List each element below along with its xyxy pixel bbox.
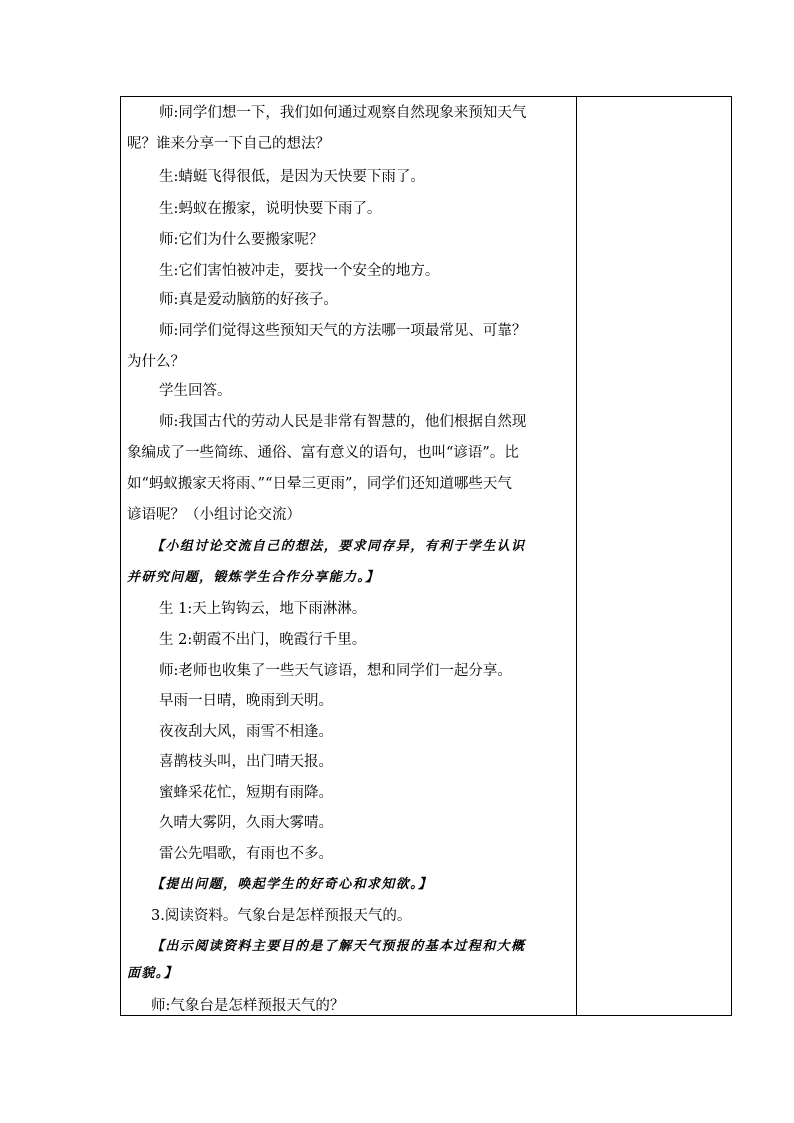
teaching-note: 【提出问题，唤起学生的好奇心和求知欲。】 xyxy=(151,877,433,892)
text-line: 师:它们为什么要搬家呢？ xyxy=(159,232,324,248)
text-line: 3.阅读资料。气象台是怎样预报天气的。 xyxy=(151,908,412,924)
text-line: 为什么？ xyxy=(127,354,185,370)
text-line: 学生回答。 xyxy=(159,383,232,399)
text-line: 生 2:朝霞不出门，晚霞行千里。 xyxy=(159,632,367,648)
proverb-line: 夜夜刮大风，雨雪不相逢。 xyxy=(159,724,333,740)
text-line: 师:气象台是怎样预报天气的？ xyxy=(151,998,345,1014)
teaching-note: 并研究问题，锻炼学生合作分享能力。】 xyxy=(127,570,380,585)
text-line: 谚语呢？（小组讨论交流） xyxy=(127,507,301,523)
text-line: 象编成了一些简练、通俗、富有意义的语句，也叫“谚语”。比 xyxy=(127,445,519,461)
text-line: 生:蚂蚁在搬家，说明快要下雨了。 xyxy=(159,201,382,217)
teaching-note: 面貌。】 xyxy=(127,966,179,981)
teaching-note: 【出示阅读资料主要目的是了解天气预报的基本过程和大概 xyxy=(151,939,526,954)
lesson-table xyxy=(120,96,732,1016)
text-line: 师:我国古代的劳动人民是非常有智慧的，他们根据自然现 xyxy=(159,414,527,430)
text-line: 生:它们害怕被冲走，要找一个安全的地方。 xyxy=(159,263,440,279)
proverb-line: 喜鹊枝头叫，出门晴天报。 xyxy=(159,754,333,770)
text-line: 师:同学们觉得这些预知天气的方法哪一项最常见、可靠？ xyxy=(159,323,527,339)
text-line: 师:同学们想一下，我们如何通过观察自然现象来预知天气 xyxy=(159,105,527,121)
teaching-note: 【小组讨论交流自己的想法，要求同存异，有利于学生认识 xyxy=(151,539,526,554)
notes-cell xyxy=(577,97,732,1015)
text-line: 生:蜻蜓飞得很低，是因为天快要下雨了。 xyxy=(159,169,425,185)
text-line: 如“蚂蚁搬家天将雨、”“日晕三更雨”，同学们还知道哪些天气 xyxy=(127,476,512,492)
proverb-line: 久晴大雾阴，久雨大雾晴。 xyxy=(159,815,333,831)
lesson-content-cell xyxy=(121,97,576,1015)
text-line: 生 1:天上钩钩云，地下雨淋淋。 xyxy=(159,601,367,617)
proverb-line: 雷公先唱歌，有雨也不多。 xyxy=(159,846,333,862)
proverb-line: 早雨一日晴，晚雨到天明。 xyxy=(159,693,333,709)
text-line: 呢？谁来分享一下自己的想法？ xyxy=(127,136,330,152)
text-line: 师:老师也收集了一些天气谚语，想和同学们一起分享。 xyxy=(159,663,512,679)
text-line: 师:真是爱动脑筋的好孩子。 xyxy=(159,292,338,308)
proverb-line: 蜜蜂采花忙，短期有雨降。 xyxy=(159,785,333,801)
